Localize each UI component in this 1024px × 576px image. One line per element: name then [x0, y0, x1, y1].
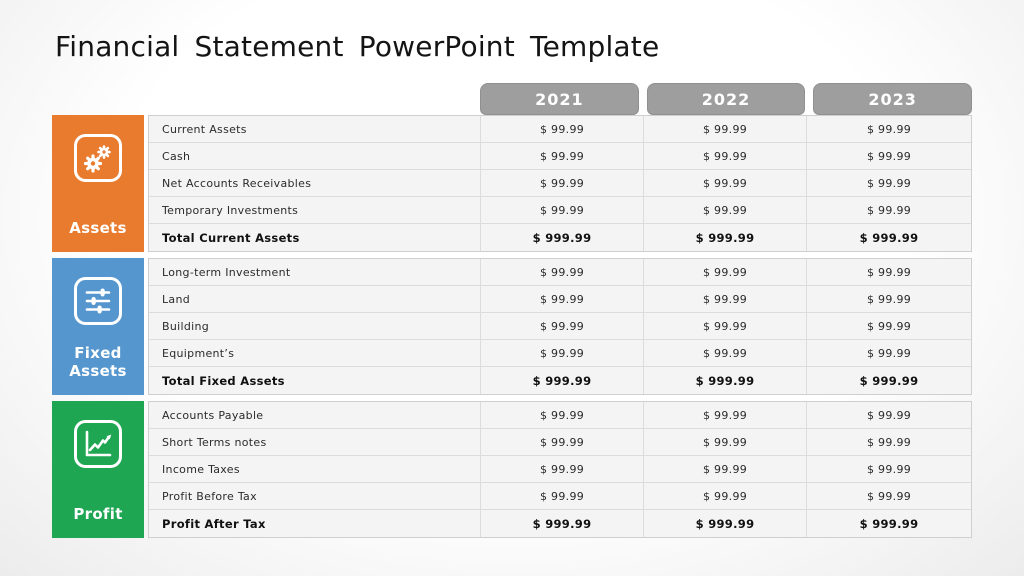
- row-value-2022: $ 99.99: [644, 313, 807, 340]
- row-value-2023: $ 99.99: [807, 197, 971, 224]
- section-block-fixed-assets: [52, 258, 144, 395]
- row-value-2023: $ 99.99: [807, 116, 971, 143]
- row-label: Equipment’s: [149, 340, 481, 367]
- row-value-2022: $ 99.99: [644, 170, 807, 197]
- year-column-header: 2021: [480, 83, 639, 115]
- chart-line-icon: [72, 418, 124, 470]
- section-block-assets: [52, 115, 144, 252]
- row-value-2021: $ 99.99: [481, 340, 644, 367]
- row-value-2022: $ 99.99: [644, 286, 807, 313]
- row-value-2023: $ 99.99: [807, 483, 971, 510]
- row-value-2023: $ 999.99: [807, 367, 971, 394]
- row-value-2023: $ 99.99: [807, 286, 971, 313]
- row-value-2021: $ 99.99: [481, 402, 644, 429]
- row-value-2022: $ 99.99: [644, 116, 807, 143]
- row-label: Profit After Tax: [149, 510, 481, 537]
- row-label: Profit Before Tax: [149, 483, 481, 510]
- year-header-row: [480, 83, 972, 115]
- row-value-2023: $ 999.99: [807, 224, 971, 251]
- row-label: Current Assets: [149, 116, 481, 143]
- row-value-2023: $ 99.99: [807, 429, 971, 456]
- row-label: Net Accounts Receivables: [149, 170, 481, 197]
- row-label: Income Taxes: [149, 456, 481, 483]
- row-value-2021: $ 99.99: [481, 456, 644, 483]
- row-value-2022: $ 99.99: [644, 402, 807, 429]
- row-value-2023: $ 99.99: [807, 259, 971, 286]
- row-value-2021: $ 99.99: [481, 313, 644, 340]
- row-value-2022: $ 99.99: [644, 429, 807, 456]
- row-value-2023: $ 99.99: [807, 340, 971, 367]
- row-value-2021: $ 99.99: [481, 483, 644, 510]
- year-column-header: 2022: [647, 83, 806, 115]
- row-value-2021: $ 999.99: [481, 224, 644, 251]
- row-label: Building: [149, 313, 481, 340]
- year-column-header: 2023: [813, 83, 972, 115]
- sliders-icon: [72, 275, 124, 327]
- section-block-profit: [52, 401, 144, 538]
- section-table-assets: [148, 115, 972, 252]
- row-value-2021: $ 99.99: [481, 116, 644, 143]
- section-label-profit: Profit: [73, 505, 123, 523]
- row-value-2021: $ 99.99: [481, 259, 644, 286]
- row-label: Cash: [149, 143, 481, 170]
- row-label: Total Current Assets: [149, 224, 481, 251]
- row-value-2021: $ 999.99: [481, 367, 644, 394]
- row-label: Temporary Investments: [149, 197, 481, 224]
- row-label: Short Terms notes: [149, 429, 481, 456]
- row-value-2022: $ 99.99: [644, 143, 807, 170]
- page-title: Financial Statement PowerPoint Template: [55, 30, 660, 63]
- row-value-2021: $ 99.99: [481, 170, 644, 197]
- row-value-2023: $ 99.99: [807, 170, 971, 197]
- section-table-fixed-assets: [148, 258, 972, 395]
- row-value-2023: $ 99.99: [807, 313, 971, 340]
- row-value-2022: $ 99.99: [644, 483, 807, 510]
- section-label-assets: Assets: [69, 219, 127, 237]
- row-value-2022: $ 99.99: [644, 340, 807, 367]
- section-label-fixed-assets: Fixed Assets: [69, 344, 127, 380]
- row-value-2021: $ 99.99: [481, 197, 644, 224]
- row-value-2022: $ 999.99: [644, 224, 807, 251]
- row-label: Total Fixed Assets: [149, 367, 481, 394]
- row-label: Accounts Payable: [149, 402, 481, 429]
- row-value-2023: $ 99.99: [807, 456, 971, 483]
- row-value-2021: $ 99.99: [481, 429, 644, 456]
- row-value-2022: $ 99.99: [644, 197, 807, 224]
- row-value-2022: $ 999.99: [644, 510, 807, 537]
- row-value-2022: $ 99.99: [644, 456, 807, 483]
- row-label: Land: [149, 286, 481, 313]
- row-value-2021: $ 999.99: [481, 510, 644, 537]
- section-table-profit: [148, 401, 972, 538]
- row-value-2022: $ 99.99: [644, 259, 807, 286]
- row-value-2023: $ 99.99: [807, 402, 971, 429]
- row-value-2023: $ 999.99: [807, 510, 971, 537]
- row-value-2022: $ 999.99: [644, 367, 807, 394]
- row-label: Long-term Investment: [149, 259, 481, 286]
- row-value-2021: $ 99.99: [481, 286, 644, 313]
- row-value-2023: $ 99.99: [807, 143, 971, 170]
- row-value-2021: $ 99.99: [481, 143, 644, 170]
- gears-icon: [72, 132, 124, 184]
